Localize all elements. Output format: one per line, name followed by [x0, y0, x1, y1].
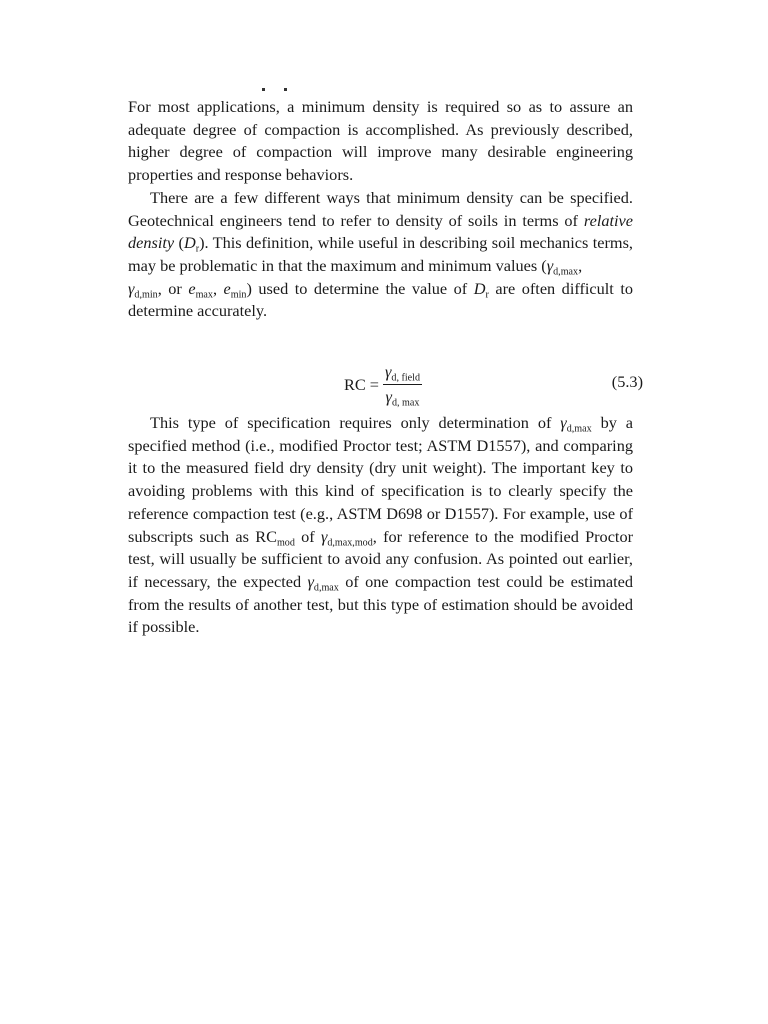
p3-text-2: by a specified method (i.e., modified Proctor test; ASTM D1557), and comparing it to the measured field dry density (dry unit weight). The important key to avoiding problems with this kind of specification is to clearly specify the reference compaction test (e.g., ASTM D698 or D1557). For example, use of subscripts such as RC — [128, 413, 633, 546]
equation-body — [344, 362, 422, 407]
p3-text-3: of — [294, 526, 321, 546]
symbol-e: e — [223, 278, 231, 298]
equation-lhs: RC = — [344, 374, 379, 394]
symbol-gamma: γ — [128, 278, 135, 298]
p3-text-5: of one compaction test could be estimated from the results of another test, but this type of estimation should be avoided if possible. — [128, 571, 633, 637]
p2-text-1: There are a few different ways that minimum density can be specified. Geotechnical engineers tend to refer to density of soils in terms of — [128, 187, 633, 230]
subscript-dmin: d,min — [134, 289, 158, 301]
comma: , — [578, 255, 583, 275]
symbol-gamma: γ — [384, 362, 392, 381]
symbol-gamma: γ — [320, 526, 328, 546]
relative-density-term: relative density — [128, 210, 633, 253]
symbol-gamma: γ — [546, 255, 554, 275]
paragraph-specification-ways — [128, 187, 633, 323]
subscript-dmax: d,max — [553, 266, 579, 278]
symbol-D: D — [183, 233, 196, 253]
symbol-gamma: γ — [560, 413, 567, 432]
p2-text-2: ( — [174, 233, 184, 253]
subscript-dmaxmod: d,max,mod — [327, 537, 373, 549]
p2-text-5: ) used to determine the value of — [246, 278, 474, 298]
subscript-dmax: d,max — [313, 582, 339, 594]
ink-fragment — [284, 88, 287, 91]
p2-text-4: , or — [157, 278, 189, 298]
p3-text-4: , for reference to the modified Proctor test, will usually be sufficient to avoid any confusion. As pointed out earlier, if necessary, the expected — [128, 526, 634, 591]
equation-fraction — [383, 362, 422, 407]
text-block-lower — [128, 412, 633, 639]
text-block-upper — [128, 96, 633, 323]
subscript-r: r — [195, 243, 200, 255]
subscript-dmax: d, max — [391, 397, 420, 409]
symbol-gamma: γ — [307, 571, 314, 591]
p3-text-1: This type of specification requires only determination of — [150, 413, 561, 432]
paragraph-min-density: For most applications, a minimum density is required so as to assure an adequate degree of compaction is accomplished. As previously described, higher degree of compaction will improve many desirable engineering properties and response behaviors. — [128, 97, 633, 185]
equation-5-3 — [128, 358, 643, 408]
subscript-dfield: d, field — [391, 372, 420, 384]
equation-numerator — [383, 362, 422, 385]
symbol-gamma: γ — [385, 387, 392, 406]
comma: , — [212, 278, 224, 298]
p2-text-3: ). This definition, while useful in describing soil mechanics terms, may be problematic in that the maximum and minimum values ( — [128, 233, 633, 275]
subscript-mod: mod — [276, 537, 295, 549]
subscript-r: r — [485, 289, 489, 301]
cropped-heading-fragment — [220, 88, 290, 92]
subscript-min: min — [230, 289, 247, 301]
ink-fragment — [262, 88, 265, 91]
equation-number: (5.3) — [611, 372, 643, 391]
equation-denominator — [384, 385, 422, 407]
symbol-D: D — [473, 278, 486, 298]
paragraph-rc-specification — [128, 412, 633, 639]
symbol-e: e — [188, 278, 196, 298]
p2-text-6: are often difficult to determine accurately. — [128, 278, 633, 321]
subscript-max: max — [195, 289, 213, 301]
subscript-dmax: d,max — [566, 423, 592, 435]
